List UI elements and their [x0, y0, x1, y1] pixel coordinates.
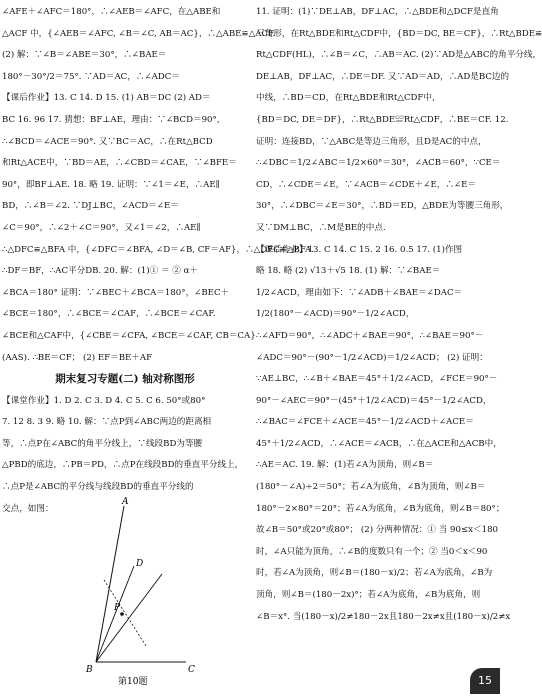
figure-caption: 第10题: [118, 677, 148, 687]
text-line: 1/2(180°－∠ACD)＝90°－1/2∠ACD，: [256, 309, 415, 320]
geometry-figure: [84, 496, 204, 686]
text-line: 【课后作业】13. C 14. D 15. (1) AB＝DC (2) AD＝: [2, 93, 211, 104]
text-line: 又∵DM⊥BC，∴M是BE的中点.: [256, 222, 386, 233]
label-b: B: [86, 665, 93, 675]
text-line: 90°，即BF⊥AE. 18. 略 19. 证明：∵∠1＝∠E，∴AE∥: [2, 179, 220, 190]
text-line: ∠BCA＝180° 证明：∵∠BEC＋∠BCA＝180°，∠BEC＋: [2, 287, 230, 298]
text-line: ∴△DFC≌△BFA 中，{∠DFC＝∠BFA, ∠D＝∠B, CF＝AF}，∴△DFC≌△BFA.: [2, 244, 314, 255]
text-line: 中线，∴BD＝CD，在Rt△BDE和Rt△CDF中，: [256, 93, 441, 104]
text-line: 等，∴点P在∠ABC的角平分线上，∵线段BD为等腰: [2, 438, 203, 449]
text-line: 180°－30°/2＝75°. ∵AD＝AC，∴∠ADC＝: [2, 71, 180, 82]
text-line: BC 16. 96 17. 猜想：BF⊥AE，理由：∵∠BCD＝90°，: [2, 114, 226, 125]
text-line: ∵AE⊥BC，∴∠B＋∠BAE＝45°＋1/2∠ACD，∠FCE＝90°－: [256, 374, 498, 385]
text-line: 顶角，则∠B＝(180－2x)°；若∠A为底角，∠B为底角，则: [256, 590, 481, 601]
text-line: 证明：连接BD，∵△ABC是等边三角形，且D是AC的中点，: [256, 136, 487, 147]
text-line: ∠C＝90°，∴∠2＋∠C＝90°，又∠1＝∠2，∴AE∥: [2, 222, 201, 233]
right-column: [256, 2, 542, 628]
text-line: 三角形，在Rt△BDE和Rt△CDF中，{BD＝DC, BE＝CF}，∴Rt△BDE≌: [256, 28, 542, 39]
text-line: 略 18. 略 (2) √13＋√5 18. (1) 解：∵∠BAE＝: [256, 266, 441, 277]
text-line: Rt△CDF(HL)，∴∠B＝∠C，∴AB＝AC. (2)∵AD是△ABC的角平分线，: [256, 50, 542, 61]
text-line: 交点，如图：: [2, 503, 54, 514]
label-d: D: [136, 559, 144, 569]
text-line: 11. 证明：(1)∵DE⊥AB，DF⊥AC，∴△BDE和△DCF是直角: [256, 7, 499, 17]
text-line: 【课堂作业】1. D 2. C 3. D 4. C 5. C 6. 50°或80°: [2, 395, 206, 406]
angle-bisector: [96, 574, 162, 662]
text-line: ∠AFE＋∠AFC＝180°，∴∠AEB＝∠AFC，在△ABE和: [2, 7, 221, 17]
label-p: P: [114, 603, 121, 613]
text-line: 时，若∠A为顶角，则∠B＝(180－x)/2；若∠A为底角，∠B为: [256, 568, 493, 579]
text-line: 1/2∠ACD，理由如下：∵∠ADB＋∠BAE＝∠DAC＝: [256, 287, 463, 298]
text-line: CD，∴∠CDE＝∠E，∵∠ACB＝∠CDE＋∠E，∴∠E＝: [256, 179, 477, 190]
text-line: 180°－2×80°＝20°；若∠A为底角，∠B为底角，则∠B＝80°；: [256, 503, 505, 514]
text-line: 和Rt△ACE中，∵BD＝AE，∴∠CBD＝∠CAE，∵∠BFE＝: [2, 158, 237, 169]
line-ba: [96, 506, 124, 662]
text-line: ∠ADC＝90°－(90°－1/2∠ACD)＝1/2∠ACD； (2) 证明：: [256, 352, 488, 363]
text-line: △ACF 中，{∠AEB＝∠AFC, ∠B＝∠C, AB＝AC}，∴△ABE≌△ACF.: [2, 28, 276, 39]
text-line: 【课后作业】13. C 14. C 15. 2 16. 0.5 17. (1)作图: [256, 244, 463, 255]
line-bd: [96, 566, 134, 662]
figure-svg: [84, 496, 204, 686]
text-line: (180°－∠A)÷2＝50°；若∠A为底角，∠B为顶角，则∠B＝: [256, 482, 486, 493]
text-line: {BD＝DC, DE＝DF}，∴Rt△BDE≌Rt△CDF，∴BE＝CF. 12.: [256, 114, 509, 125]
text-line: ∴DF＝BF，∴AC平分DB. 20. 解：(1)① ＝ ② α＋: [2, 266, 199, 277]
text-line: 90°－∠AEC＝90°－(45°＋1/2∠ACD)＝45°－1/2∠ACD，: [256, 395, 492, 406]
text-line: 故∠B＝50°或20°或80°； (2) 分两种情况：① 当 90≤x＜180: [256, 525, 499, 536]
text-line: 30°，∴∠DBC＝∠E＝30°，∴BD＝ED，△BDE为等腰三角形，: [256, 201, 509, 212]
label-a: A: [122, 497, 129, 507]
text-line: ∴∠BAC＝∠FCE＋∠ACE＝45°－1/2∠ACD＋∠ACE＝: [256, 417, 474, 428]
text-line: 45°＋1/2∠ACD，∴∠ACE＝∠ACB，∴在△ACE和△ACB中，: [256, 438, 502, 449]
text-line: BD，∴∠B＝∠2. ∵DJ⊥BC，∠ACD＝∠E＝: [2, 201, 179, 212]
text-line: ∴∠AFD＝90°，∴∠ADC＋∠BAE＝90°，∴∠BAE＝90°－: [256, 330, 484, 341]
left-column: [2, 2, 314, 520]
text-line: △PBD的底边，∴PB＝PD，∴点P在线段BD的垂直平分线上，: [2, 460, 244, 471]
text-line: ∴∠DBC＝1/2∠ABC＝1/2×60°＝30°，∠ACB＝60°，∵CE＝: [256, 158, 501, 169]
text-line: DE⊥AB，DF⊥AC，∴DE＝DF. 又∵AD＝AD，∴AD是BC边的: [256, 71, 510, 82]
text-line: 7. 12 8. 3 9. 略 10. 解：∵点P到∠ABC两边的距离相: [2, 417, 212, 428]
text-line: (AAS). ∴BE＝CF； (2) EF＝BE＋AF: [2, 352, 153, 363]
text-line: ∴点P是∠ABC的平分线与线段BD的垂直平分线的: [2, 482, 194, 493]
text-line: ∠BCE＝180°，∴∠BCE＝∠CAF，∴∠BCE＝∠CAF.: [2, 309, 216, 320]
label-c: C: [188, 665, 195, 675]
text-line: (2) 解：∵∠B＝∠ABE＝30°，∴∠BAE＝: [2, 50, 167, 61]
point-p-dot: [120, 612, 124, 616]
text-line: ∠BCE和△CAF中，{∠CBE＝∠CFA, ∠BCE＝∠CAF, CB＝CA}: [2, 330, 256, 341]
text-line: 时，∠A只能为顶角，∴∠B的度数只有一个；② 当0＜x＜90: [256, 546, 488, 557]
page-number: 15: [470, 668, 500, 694]
section-title: 期末复习专题(二) 轴对称图形: [55, 373, 195, 386]
text-line: ∴AE＝AC. 19. 解：(1)若∠A为顶角，则∠B＝: [256, 460, 434, 471]
text-line: ∴∠BCD＝∠ACE＝90°. 又∵BC＝AC，∴在Rt△BCD: [2, 136, 213, 147]
text-line: ∠B＝x°. 当(180－x)/2≠180－2x且180－2x≠x且(180－x)/2≠x: [256, 611, 511, 622]
